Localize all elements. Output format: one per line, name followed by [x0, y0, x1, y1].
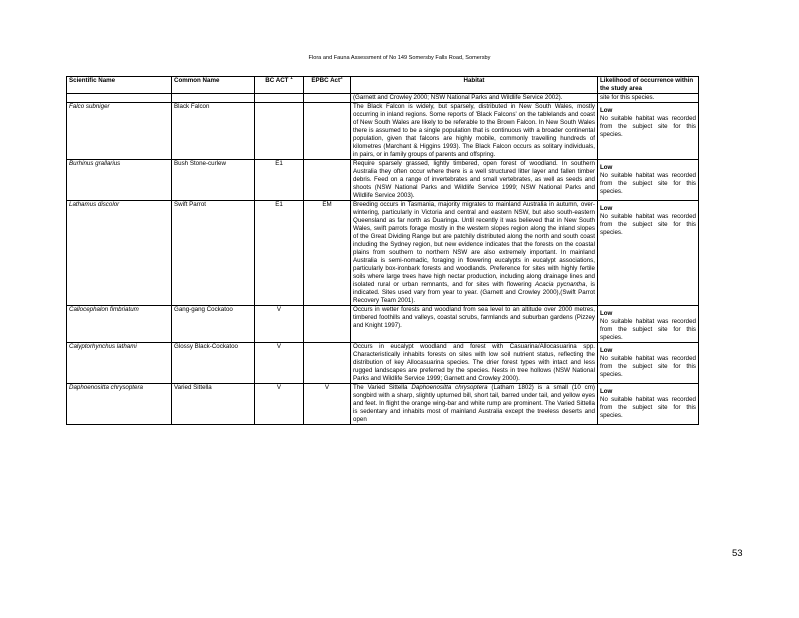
- likelihood-text: No suitable habitat was recorded from the subject site for this species.: [600, 396, 696, 419]
- likelihood-level: Low: [600, 164, 613, 171]
- cell-common-name: Bush Stone-curlew: [172, 160, 255, 201]
- table-row: [67, 103, 699, 160]
- cell-scientific-name: Calyptorhynchus lathami: [67, 343, 172, 384]
- header-common-name: Common Name: [172, 77, 255, 94]
- likelihood-level: Low: [600, 347, 613, 354]
- likelihood-level: Low: [600, 107, 613, 114]
- cell-habitat: The Black Falcon is widely, but sparsely, distributed in New South Wales, mostly occurring in inland regions. Some reports of 'Black Falcons' on the tablelands and coast of New South Wales are likely to be referable to the Brown Falcon. In New South Wales there is assumed to be a single population that is continuous with a broader continental population, given that falcons are highly mobile, commonly travelling hundreds of kilometres (Marchant & Higgins 1993). The Black Falcon occurs as solitary individuals, in pairs, or in family groups of parents and offspring.: [351, 103, 598, 160]
- cell-common-name: Varied Sittella: [172, 384, 255, 425]
- table-row: [67, 201, 699, 306]
- table-row: [67, 160, 699, 201]
- cell-habitat: Breeding occurs in Tasmania, majority migrates to mainland Australia in autumn, over-wintering, particularly in Victoria and central and eastern NSW, but also south-eastern Queensland as far north as Duaringa. Until recently it was believed that in New South Wales, swift parrots forage mostly in the western slopes region along the inland slopes of the Great Dividing Range but are patchily distributed along the north and south coast including the Sydney region, but new evidence indicates that the forests on the coastal plains from southern to northern NSW are also extremely important. In mainland Australia is semi-nomadic, foraging in flowering eucalypts in eucalypt associations, particularly box-ironbark forests and woodlands. Preference for sites with highly fertile soils where large trees have high nectar production, including along drainage lines and isolated rural or urban remnants, and for sites with flowering Acacia pycnantha, is indicated. Sites used vary from year to year. (Garnett and Crowley 2000),(Swift Parrot Recovery Team 2001).: [351, 201, 598, 306]
- likelihood-text: No suitable habitat was recorded from the subject site for this species.: [600, 213, 696, 236]
- cell-epbc-act: V: [304, 384, 351, 425]
- cell-scientific-name: Burhinus grallarius: [67, 160, 172, 201]
- likelihood-text: No suitable habitat was recorded from the subject site for this species.: [600, 318, 696, 341]
- cell-likelihood: [598, 201, 699, 306]
- cell-bc-act: V: [255, 384, 304, 425]
- likelihood-text: No suitable habitat was recorded from the subject site for this species.: [600, 172, 696, 195]
- likelihood-level: Low: [600, 388, 613, 395]
- cell-common-name: Black Falcon: [172, 103, 255, 160]
- likelihood-level: Low: [600, 310, 613, 317]
- cell-common-name: Gang-gang Cockatoo: [172, 306, 255, 343]
- cell-epbc-act: [304, 160, 351, 201]
- cell-epbc-act: [304, 94, 351, 103]
- cell-scientific-name: Falco subniger: [67, 103, 172, 160]
- likelihood-text: No suitable habitat was recorded from the subject site for this species.: [600, 355, 696, 378]
- species-name-inline: Daphoenositta chrysoptera: [411, 384, 488, 391]
- cell-likelihood: [598, 103, 699, 160]
- table-row: [67, 343, 699, 384]
- cell-likelihood: [598, 343, 699, 384]
- cell-scientific-name: Daphoenositta chrysoptera: [67, 384, 172, 425]
- cell-likelihood: site for this species.: [598, 94, 699, 103]
- cell-common-name: Swift Parrot: [172, 201, 255, 306]
- table-row: [67, 384, 699, 425]
- cell-bc-act: E1: [255, 201, 304, 306]
- cell-scientific-name: Callocephalon fimbriatum: [67, 306, 172, 343]
- header-bc-act: BC ACT $^1$: [255, 77, 304, 94]
- cell-bc-act: [255, 94, 304, 103]
- cell-habitat: (Garnett and Crowley 2000; NSW National Parks and Wildlife Service 2002).: [351, 94, 598, 103]
- cell-common-name: Glossy Black-Cockatoo: [172, 343, 255, 384]
- running-header: Flora and Fauna Assessment of No 149 Somersby Falls Road, Somersby: [308, 55, 491, 61]
- cell-bc-act: V: [255, 306, 304, 343]
- cell-scientific-name: Lathamus discolor: [67, 201, 172, 306]
- likelihood-level: Low: [600, 205, 613, 212]
- cell-likelihood: [598, 160, 699, 201]
- cell-habitat: Require sparsely grassed, lightly timbered, open forest of woodland. In southern Australia they often occur where there is a well structured litter layer and fallen timber debris. Feed on a range of invertebrates and small vertebrates, as well as seeds and shoots (NSW National Parks and Wildlife Service 1999; NSW National Parks and Wildlife Service 2003).: [351, 160, 598, 201]
- cell-epbc-act: EM: [304, 201, 351, 306]
- cell-likelihood: [598, 384, 699, 425]
- likelihood-text: No suitable habitat was recorded from the subject site for this species.: [600, 115, 696, 138]
- table-row: [67, 306, 699, 343]
- cell-bc-act: E1: [255, 160, 304, 201]
- table-header-row: [67, 77, 699, 94]
- cell-habitat: Occurs in eucalypt woodland and forest with Casuarina/Allocasuarina spp. Characteristically inhabits forests on sites with low soil nutrient status, reflecting the distribution of key Allocasuarina species. The drier forest types with intact and less rugged landscapes are preferred by the species. Nests in tree hollows (NSW National Parks and Wildlife Service 1999; Garnett and Crowley 2000).: [351, 343, 598, 384]
- cell-epbc-act: [304, 306, 351, 343]
- table-row: [67, 94, 699, 103]
- cell-habitat: Occurs in wetter forests and woodland from sea level to an altitude over 2000 metres, timbered foothills and valleys, coastal scrubs, farmlands and suburban gardens (Pizzey and Knight 1997).: [351, 306, 598, 343]
- header-scientific-name: Scientific Name: [67, 77, 172, 94]
- cell-common-name: [172, 94, 255, 103]
- cell-bc-act: [255, 103, 304, 160]
- species-table: [66, 76, 699, 425]
- cell-likelihood: [598, 306, 699, 343]
- cell-epbc-act: [304, 343, 351, 384]
- header-epbc-act: EPBC Act$^2$: [304, 77, 351, 94]
- cell-bc-act: V: [255, 343, 304, 384]
- header-habitat: Habitat: [351, 77, 598, 94]
- cell-habitat: The Varied Sittella Daphoenositta chrysoptera (Latham 1802) is a small (10 cm) songbird with a sharp, slightly upturned bill, short tail, barred under tail, and yellow eyes and feet. In flight the orange wing-bar and white rump are prominent. The Varied Sittella is sedentary and inhabits most of mainland Australia except the treeless deserts and open: [351, 384, 598, 425]
- cell-scientific-name: [67, 94, 172, 103]
- page-number: 53: [732, 548, 743, 559]
- species-name-inline: Acacia pycnantha: [534, 281, 586, 288]
- header-likelihood: Likelihood of occurrence within the study area: [598, 77, 699, 94]
- cell-epbc-act: [304, 103, 351, 160]
